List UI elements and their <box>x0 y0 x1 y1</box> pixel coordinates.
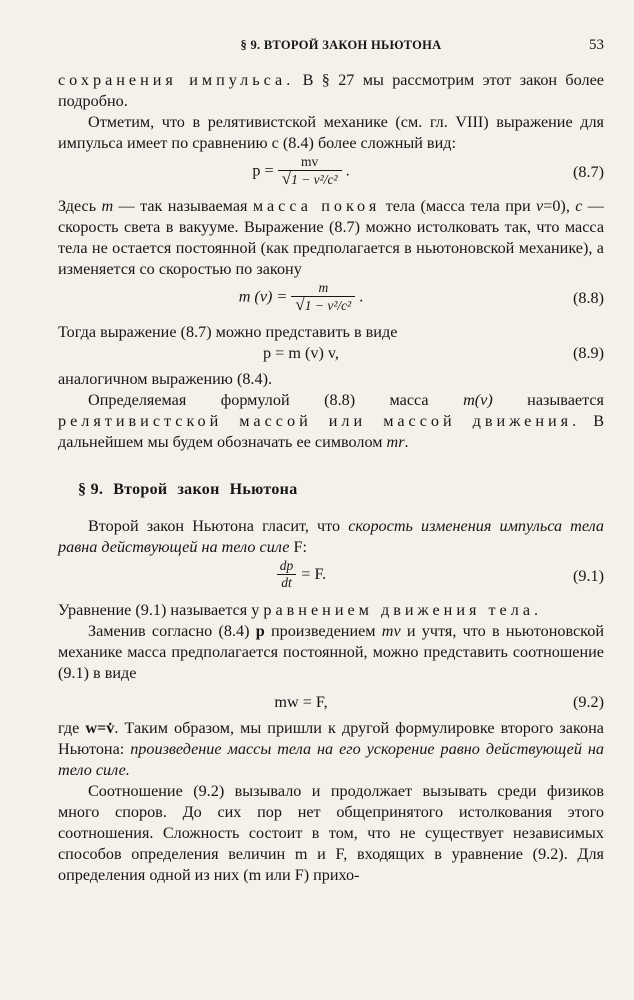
text-run: Определяемая формулой (8.8) масса <box>88 391 464 409</box>
text-run: . <box>404 433 409 451</box>
equation-label: (9.2) <box>572 693 604 711</box>
sqrt-icon: √ <box>281 169 292 188</box>
equation-9-1 <box>58 558 604 600</box>
text-run: Второй закон Ньютона гласит, что <box>88 517 349 535</box>
eq-rhs: = F. <box>301 565 327 583</box>
italic-statement: скорость изменения импульса тела равна действующей на тело силе <box>58 517 604 556</box>
section-number: § 9. <box>78 481 104 498</box>
fraction <box>276 558 298 591</box>
equation-label: (8.8) <box>572 289 604 307</box>
paragraph-disputes: Соотношение (9.2) вызывало и продолжает вызывать среди физиков много споров. До сих пор нет общепринятого истолкования этого соотношения. Сложность состоит в том, что не существует независимых способов определения величин m и F, входящих в уравнение (9.2). Для определения одной из них (m или F) прихо- <box>58 782 604 884</box>
sqrt-icon: √ <box>295 295 305 314</box>
text-run: — скорость света в вакууме. Выражение (8.7) можно истолковать так, что масса тела не остается постоянной (как предполагается в ньютоновской механике), а изменяется со скоростью по закону <box>58 197 604 278</box>
symbol-mv: mv <box>381 622 401 640</box>
text-run: В § 27 мы рассмотрим этот закон более подробно. <box>58 71 604 110</box>
text-run: =0), <box>543 197 576 215</box>
text-run: тела (масса тела при <box>380 197 537 215</box>
text-run: F: <box>289 538 308 556</box>
page-body <box>58 70 604 886</box>
symbol-v: v <box>536 197 544 215</box>
paragraph-rest-mass <box>58 196 604 280</box>
eq-tail: . <box>359 287 364 306</box>
spaced-term: релятивистской массой или массой движения. <box>58 412 581 430</box>
text-run: Здесь <box>58 197 102 215</box>
eq-tail: . <box>345 161 350 180</box>
fraction-denominator <box>278 170 342 188</box>
spaced-term: уравнением движения тела. <box>251 601 543 619</box>
paragraph-where <box>58 718 604 781</box>
symbol-mv: m(v) <box>463 391 493 409</box>
section-title-word: закон <box>177 481 220 498</box>
italic-statement: произведение массы тела на его ускорение равно действующей на тело силе. <box>58 740 604 779</box>
page-header <box>58 38 604 58</box>
equation-9-1-math <box>58 558 544 591</box>
text-run: произведением <box>264 622 382 640</box>
text-run: Уравнение (9.1) называется <box>58 601 252 619</box>
paragraph-analogous: аналогичном выражению (8.4). <box>58 370 273 388</box>
equation-9-2 <box>58 692 604 718</box>
paragraph-second-law <box>58 516 604 558</box>
eq-lhs: m (v) = <box>238 287 288 306</box>
symbol-c: c <box>575 197 583 215</box>
equation-8-8-math <box>58 280 544 314</box>
text-run: называется <box>492 391 604 409</box>
radicand: 1 − v²/c² <box>304 298 352 313</box>
equation-label: (8.9) <box>572 344 604 362</box>
paragraph-relativistic: Отметим, что в релятивистской механике (см. гл. VIII) выражение для импульса имеет по сравнению с (8.4) более сложный вид: <box>58 113 604 152</box>
fraction-numerator: m <box>318 280 329 295</box>
equation-8-7-math <box>58 154 544 188</box>
equation-8-7 <box>58 154 604 196</box>
fraction-denominator: dt <box>277 574 296 591</box>
fraction-numerator: mv <box>300 154 319 169</box>
spaced-term: масса покоя <box>252 197 381 215</box>
paragraph-then: Тогда выражение (8.7) можно представить в виде <box>58 323 398 341</box>
equation-8-8 <box>58 280 604 322</box>
spaced-term: сохранения импульса. <box>58 71 295 89</box>
running-head: § 9. ВТОРОЙ ЗАКОН НЬЮТОНА <box>240 38 442 52</box>
fraction-denominator <box>291 296 355 314</box>
symbol-m: m <box>101 197 114 215</box>
fraction <box>278 154 342 188</box>
text-run: Заменив согласно (8.4) <box>88 622 256 640</box>
text-run: и учтя, что в ньютоновской механике масса предполагается постоянной, можно представить соотношение (9.1) в виде <box>58 622 604 682</box>
equation-label: (8.7) <box>572 163 604 181</box>
text-run: В дальнейшем мы будем обозначать ее символом <box>58 412 604 451</box>
symbol-p: p <box>255 622 265 640</box>
equation-label: (9.1) <box>572 567 604 585</box>
section-title-word: Ньютона <box>229 481 298 498</box>
text-run: где <box>58 719 86 737</box>
text-run: — так называемая <box>113 197 253 215</box>
fraction-numerator: dp <box>279 558 294 573</box>
paragraph-relativistic-mass <box>58 390 604 453</box>
symbol-w: w=v̇ <box>85 719 115 737</box>
fraction <box>291 280 355 314</box>
section-heading <box>78 479 604 500</box>
paragraph-continuation <box>58 70 604 112</box>
paragraph-replace <box>58 621 604 684</box>
paragraph-equation-of-motion <box>58 600 604 621</box>
section-title-word: Второй <box>113 481 168 498</box>
equation-9-2-math: mw = F, <box>274 693 328 711</box>
symbol-mr: mr <box>386 433 405 451</box>
page-number: 53 <box>589 37 604 53</box>
text-run: . Таким образом, мы пришли к другой формулировке второго закона Ньютона: <box>58 719 604 758</box>
eq-lhs: p = <box>252 161 274 180</box>
equation-8-9-math: p = m (v) v, <box>263 344 339 362</box>
equation-8-9 <box>58 343 604 369</box>
radicand: 1 − v²/c² <box>291 172 338 187</box>
